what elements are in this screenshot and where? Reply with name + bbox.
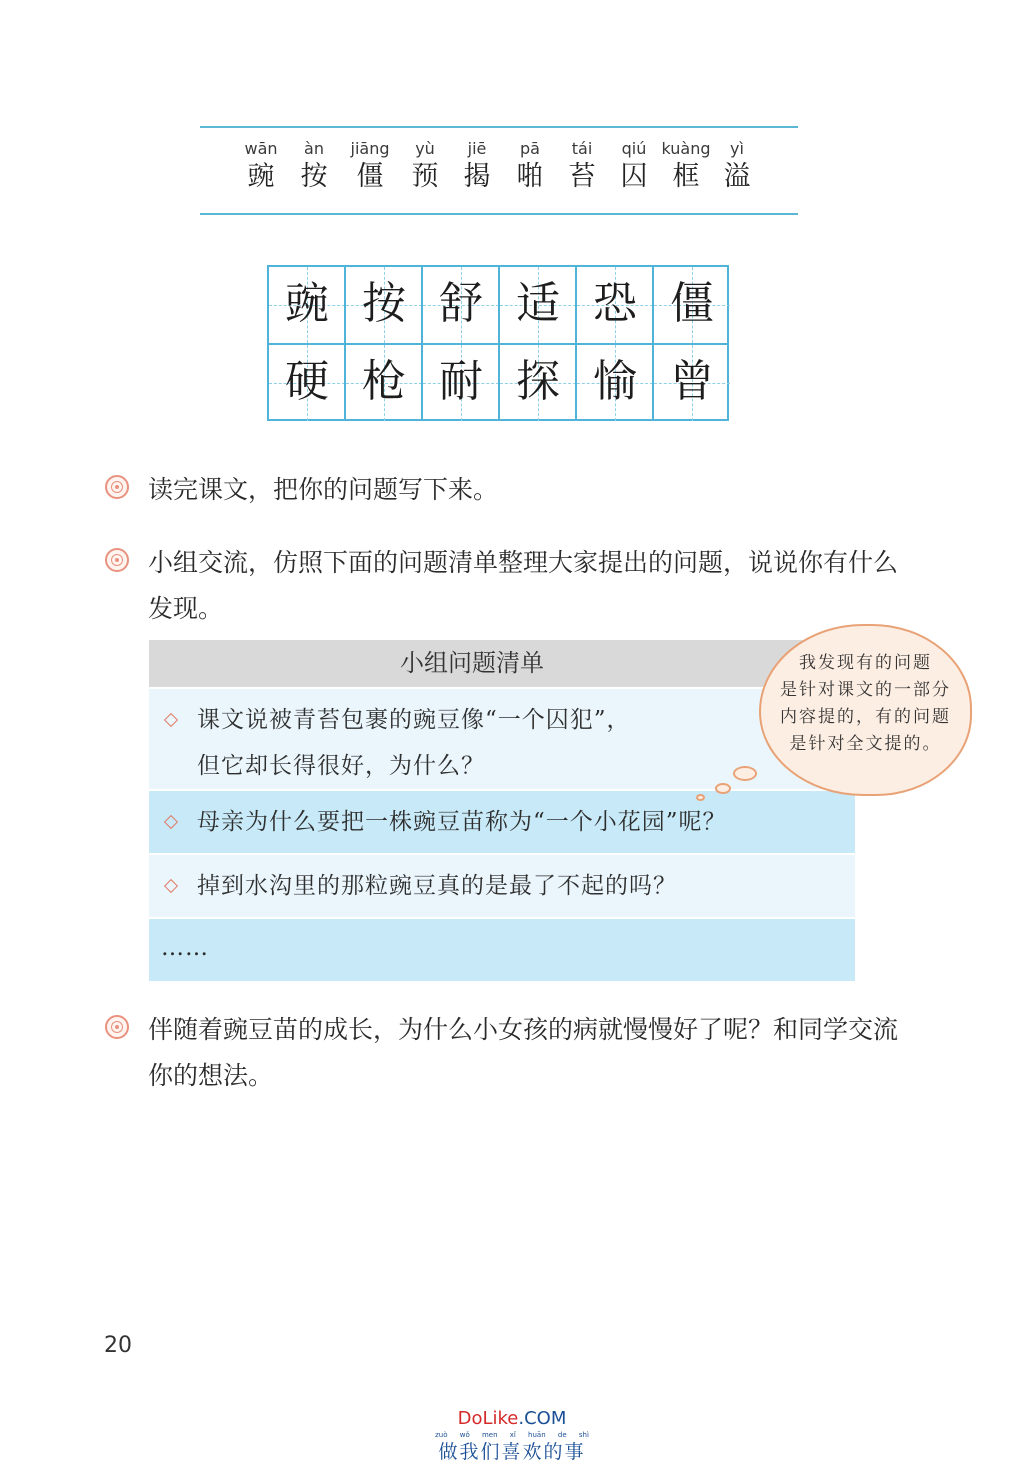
- character-writing-grid: [267, 265, 729, 421]
- footer-slogan: 做我们喜欢的事: [438, 1441, 586, 1463]
- pinyin-word: [395, 138, 455, 194]
- diamond-bullet-icon: [164, 713, 178, 727]
- footer-brand: [0, 1408, 1024, 1429]
- task-item-1: [105, 467, 905, 517]
- hanzi-char: 僵: [356, 161, 384, 192]
- pinyin-text: àn: [304, 139, 324, 158]
- bubble-text: [761, 650, 970, 758]
- hanzi-char: 啪: [516, 161, 544, 192]
- task-seal-icon: [105, 1015, 129, 1039]
- grid-cell: [269, 345, 345, 421]
- grid-cell: [269, 267, 345, 343]
- pinyin-text: pā: [520, 139, 540, 158]
- pinyin-text: qiú: [621, 139, 647, 158]
- grid-cell: [346, 267, 422, 343]
- grid-char: 曾: [670, 356, 714, 407]
- footer-pinyin: zuò wǒ men xǐ huān de shì: [435, 1431, 589, 1439]
- pinyin-text: jiē: [467, 139, 487, 158]
- question-row-more: [149, 919, 855, 981]
- brand-domain: .COM: [518, 1408, 567, 1429]
- hanzi-char: 预: [411, 161, 439, 192]
- grid-char: 适: [516, 278, 560, 329]
- hanzi-char: 揭: [463, 161, 491, 192]
- task-item-2: [105, 540, 905, 634]
- pinyin-word: [500, 138, 560, 194]
- hanzi-char: 豌: [247, 161, 275, 192]
- grid-cell: [654, 267, 730, 343]
- grid-char: 愉: [593, 356, 637, 407]
- bubble-line: 我发现有的问题: [799, 653, 932, 673]
- hanzi-char: 框: [672, 161, 700, 192]
- task-seal-icon: [105, 548, 129, 572]
- pinyin-word: [552, 138, 612, 194]
- grid-cell: [500, 345, 576, 421]
- question-list-title: 小组问题清单: [149, 640, 855, 687]
- thought-bubble: [759, 624, 972, 796]
- task-text: 小组交流，仿照下面的问题清单整理大家提出的问题，说说你有什么发现。: [148, 548, 899, 623]
- question-row: [149, 855, 855, 917]
- pinyin-word: [231, 138, 291, 194]
- hanzi-char: 囚: [620, 161, 648, 192]
- pinyin-word: [447, 138, 507, 194]
- grid-cell: [577, 267, 653, 343]
- pinyin-word: [284, 138, 344, 194]
- question-text: 掉到水沟里的那粒豌豆真的是最了不起的吗？: [197, 873, 677, 899]
- pinyin-word: [340, 138, 400, 194]
- hanzi-char: 按: [300, 161, 328, 192]
- grid-char: 按: [362, 278, 406, 329]
- grid-char: 耐: [439, 356, 483, 407]
- bubble-line: 是针对课文的一部分: [780, 680, 951, 700]
- grid-char: 僵: [670, 278, 714, 329]
- pinyin-text: tái: [571, 139, 593, 158]
- grid-char: 舒: [439, 278, 483, 329]
- question-row: [149, 791, 855, 853]
- pinyin-text: jiāng: [350, 139, 390, 158]
- pinyin-text: yì: [730, 139, 744, 158]
- diamond-bullet-icon: [164, 879, 178, 893]
- pinyin-vocabulary-band: [200, 126, 798, 215]
- pinyin-word: [604, 138, 664, 194]
- hanzi-char: 溢: [723, 161, 751, 192]
- diamond-bullet-icon: [164, 815, 178, 829]
- page-number: 20: [104, 1333, 132, 1358]
- bubble-line: 内容提的，有的问题: [780, 707, 951, 727]
- bubble-line: 是针对全文提的。: [789, 734, 942, 754]
- ellipsis-text: ……: [161, 935, 209, 961]
- grid-cell: [500, 267, 576, 343]
- grid-char: 枪: [362, 356, 406, 407]
- pinyin-text: wān: [244, 139, 278, 158]
- bubble-tail-dot: [696, 794, 705, 801]
- task-text: 伴随着豌豆苗的成长，为什么小女孩的病就慢慢好了呢？和同学交流你的想法。: [148, 1015, 899, 1090]
- group-question-list: [149, 640, 855, 981]
- bubble-tail-dot: [715, 783, 731, 794]
- grid-cell: [346, 345, 422, 421]
- brand-name: DoLike: [457, 1408, 519, 1429]
- grid-divider: [269, 343, 727, 345]
- question-text-line: 但它却长得很好，为什么？: [197, 753, 485, 779]
- pinyin-text: kuàng: [661, 139, 711, 158]
- hanzi-char: 苔: [568, 161, 596, 192]
- grid-cell: [654, 345, 730, 421]
- grid-char: 硬: [285, 356, 329, 407]
- task-item-3: [105, 1007, 905, 1101]
- grid-char: 恐: [593, 278, 637, 329]
- bubble-tail-dot: [733, 766, 757, 781]
- grid-char: 探: [516, 356, 560, 407]
- question-text: 母亲为什么要把一株豌豆苗称为“一个小花园”呢？: [197, 809, 727, 835]
- task-text: 读完课文，把你的问题写下来。: [148, 475, 499, 504]
- pinyin-word: [707, 138, 767, 194]
- question-text-line: 课文说被青苔包裹的豌豆像“一个囚犯”，: [197, 707, 631, 733]
- task-seal-icon: [105, 475, 129, 499]
- grid-cell: [577, 345, 653, 421]
- pinyin-text: yù: [415, 139, 435, 158]
- grid-cell: [423, 267, 499, 343]
- grid-char: 豌: [285, 278, 329, 329]
- grid-cell: [423, 345, 499, 421]
